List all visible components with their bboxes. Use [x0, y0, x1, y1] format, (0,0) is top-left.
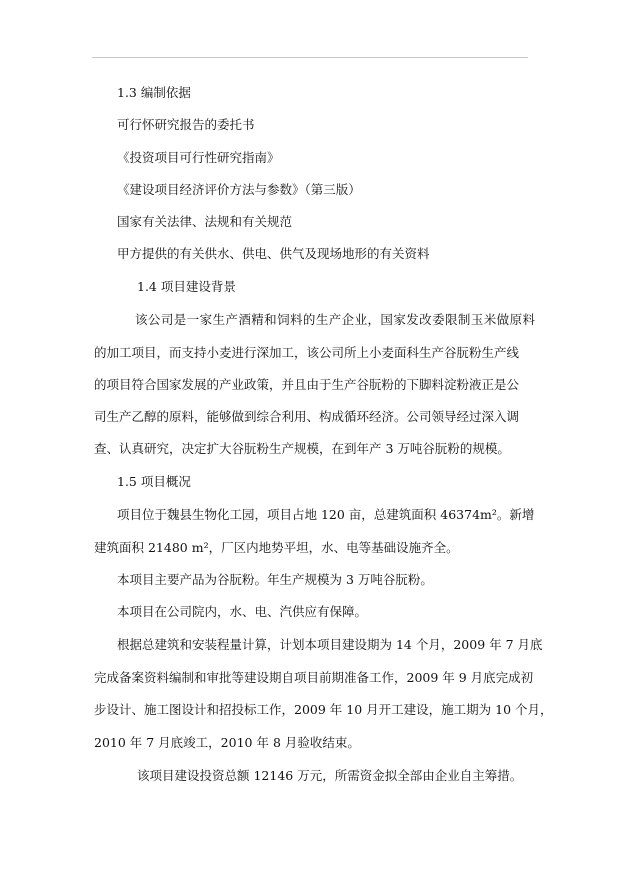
basis-item: 国家有关法律、法规和有关规范	[117, 214, 293, 229]
paragraph-line: 完成备案资料编制和审批等建设期自项目前期准备工作，2009 年 9 月底完成初	[94, 670, 534, 685]
paragraph-line: 根据总建筑和安装程量计算，计划本项目建设期为 14 个月，2009 年 7 月底	[117, 637, 543, 652]
header-rule	[92, 57, 528, 58]
section-heading-1-5: 1.5 项目概况	[117, 474, 191, 489]
paragraph-line: 建筑面积 21480 m²，厂区内地势平坦，水、电等基础设施齐全。	[94, 540, 459, 555]
paragraph-line: 的项目符合国家发展的产业政策，并且由于生产谷朊粉的下脚料淀粉液正是公	[94, 377, 520, 392]
basis-item: 《建设项目经济评价方法与参数》（第三版）	[117, 182, 361, 197]
section-heading-1-4: 1.4 项目建设背景	[137, 279, 236, 294]
paragraph-line: 该项目建设投资总额 12146 万元，所需资金拟全部由企业自主筹措。	[137, 768, 523, 783]
paragraph-line: 的加工项目，而支持小麦进行深加工，该公司所上小麦面科生产谷朊粉生产线	[94, 345, 520, 360]
basis-item: 可行怀研究报告的委托书	[117, 117, 255, 132]
basis-item: 《投资项目可行性研究指南》	[117, 150, 280, 165]
basis-item: 甲方提供的有关供水、供电、供气及现场地形的有关资料	[117, 246, 430, 261]
paragraph-line: 项目位于魏县生物化工园，项目占地 120 亩，总建筑面积 46374m²。新增	[117, 507, 535, 522]
paragraph-line: 2010 年 7 月底竣工，2010 年 8 月验收结束。	[94, 735, 360, 750]
paragraph-line: 查、认真研究，决定扩大谷朊粉生产规模，在到年产 3 万吨谷朊粉的规模。	[94, 441, 510, 456]
paragraph-line: 本项目主要产品为谷朊粉。年生产规模为 3 万吨谷朊粉。	[117, 572, 433, 587]
section-heading-1-3: 1.3 编制依据	[117, 85, 191, 100]
paragraph-line: 步设计、施工图设计和招投标工作，2009 年 10 月开工建设，施工期为 10 个月，	[94, 702, 553, 717]
paragraph-line: 该公司是一家生产酒精和饲料的生产企业，国家发改委限制玉米做原料	[135, 312, 535, 327]
paragraph-line: 司生产乙醇的原料，能够做到综合利用、构成循环经济。公司领导经过深入调	[94, 409, 520, 424]
paragraph-line: 本项目在公司院内，水、电、汽供应有保障。	[117, 604, 368, 619]
